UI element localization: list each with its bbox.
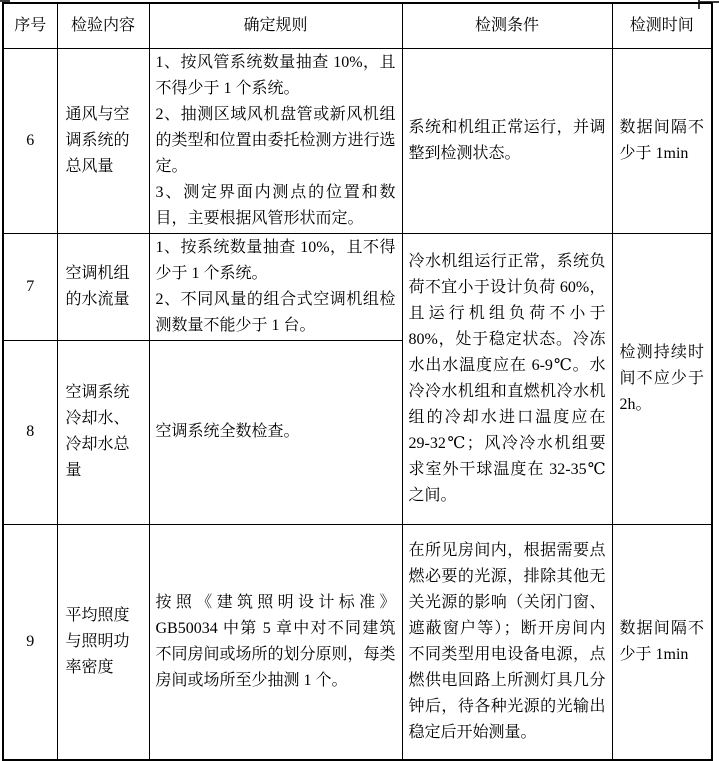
header-cell-no: 序号 bbox=[3, 3, 57, 48]
header-cell-rules: 确定规则 bbox=[149, 3, 402, 48]
row6-condition: 系统和机组正常运行，并调整到检测状态。 bbox=[402, 48, 612, 233]
row6-rule-2: 2、抽测区域风机盘管或新风机组的类型和位置由委托检测方进行选定。 bbox=[155, 105, 396, 175]
row7-rule-1: 1、按系统数量抽查 10%，且不得少于 1 个系统。 bbox=[155, 238, 396, 282]
row8-rules bbox=[149, 340, 402, 524]
header-cell-time: 检测时间 bbox=[612, 3, 712, 48]
row8-no: 8 bbox=[3, 340, 57, 524]
row7-content: 空调机组的水流量 bbox=[57, 233, 149, 340]
table-row-9 bbox=[3, 524, 712, 760]
row6-no: 6 bbox=[3, 48, 57, 233]
row9-rules bbox=[149, 524, 402, 760]
row7-no: 7 bbox=[3, 233, 57, 340]
inspection-rules-table bbox=[2, 2, 713, 761]
row6-rule-3: 3、测定界面内测点的位置和数目，主要根据风管形状而定。 bbox=[155, 183, 396, 227]
row7-8-condition-merged: 冷水机组运行正常，系统负荷不宜小于设计负荷 60%，且运行机组负荷不小于 80%，处于稳定状态。冷冻水出水温度应在 6-9℃。水冷冷水机组和直燃机冷水机组的冷却水进口温度应在 29-32℃；风冷冷水机组要求室外干球温度在 32-35℃之间。 bbox=[402, 233, 612, 524]
row6-time: 数据间隔不少于 1min bbox=[612, 48, 712, 233]
row8-content: 空调系统冷却水、冷却水总量 bbox=[57, 340, 149, 524]
row9-content: 平均照度与照明功率密度 bbox=[57, 524, 149, 760]
row9-no: 9 bbox=[3, 524, 57, 760]
row7-rules bbox=[149, 233, 402, 340]
row6-rule-1: 1、按风管系统数量抽查 10%，且不得少于 1 个系统。 bbox=[155, 53, 396, 97]
row6-rules bbox=[149, 48, 402, 233]
table-header-row bbox=[3, 3, 712, 48]
row9-time: 数据间隔不少于 1min bbox=[612, 524, 712, 760]
row9-rule-1: 按照《建筑照明设计标准》GB50034 中第 5 章中对不同建筑不同房间或场所的划分原则，每类房间或场所至少抽测 1 个。 bbox=[155, 593, 396, 689]
row7-rule-2: 2、不同风量的组合式空调机组检测数量不能少于 1 台。 bbox=[155, 290, 396, 334]
row8-rule-1: 空调系统全数检查。 bbox=[155, 423, 300, 440]
row7-8-time-merged: 检测持续时间不应少于 2h。 bbox=[612, 233, 712, 524]
header-cell-condition: 检测条件 bbox=[402, 3, 612, 48]
row6-content: 通风与空调系统的总风量 bbox=[57, 48, 149, 233]
header-cell-content: 检验内容 bbox=[57, 3, 149, 48]
table-row-7 bbox=[3, 233, 712, 340]
row9-condition: 在所见房间内，根据需要点燃必要的光源，排除其他无关光源的影响（关闭门窗、遮蔽窗户等）；断开房间内不同类型用电设备电源，点燃供电回路上所测灯具几分钟后，待各种光源的光输出稳定后开始测量。 bbox=[402, 524, 612, 760]
table-row-6 bbox=[3, 48, 712, 233]
